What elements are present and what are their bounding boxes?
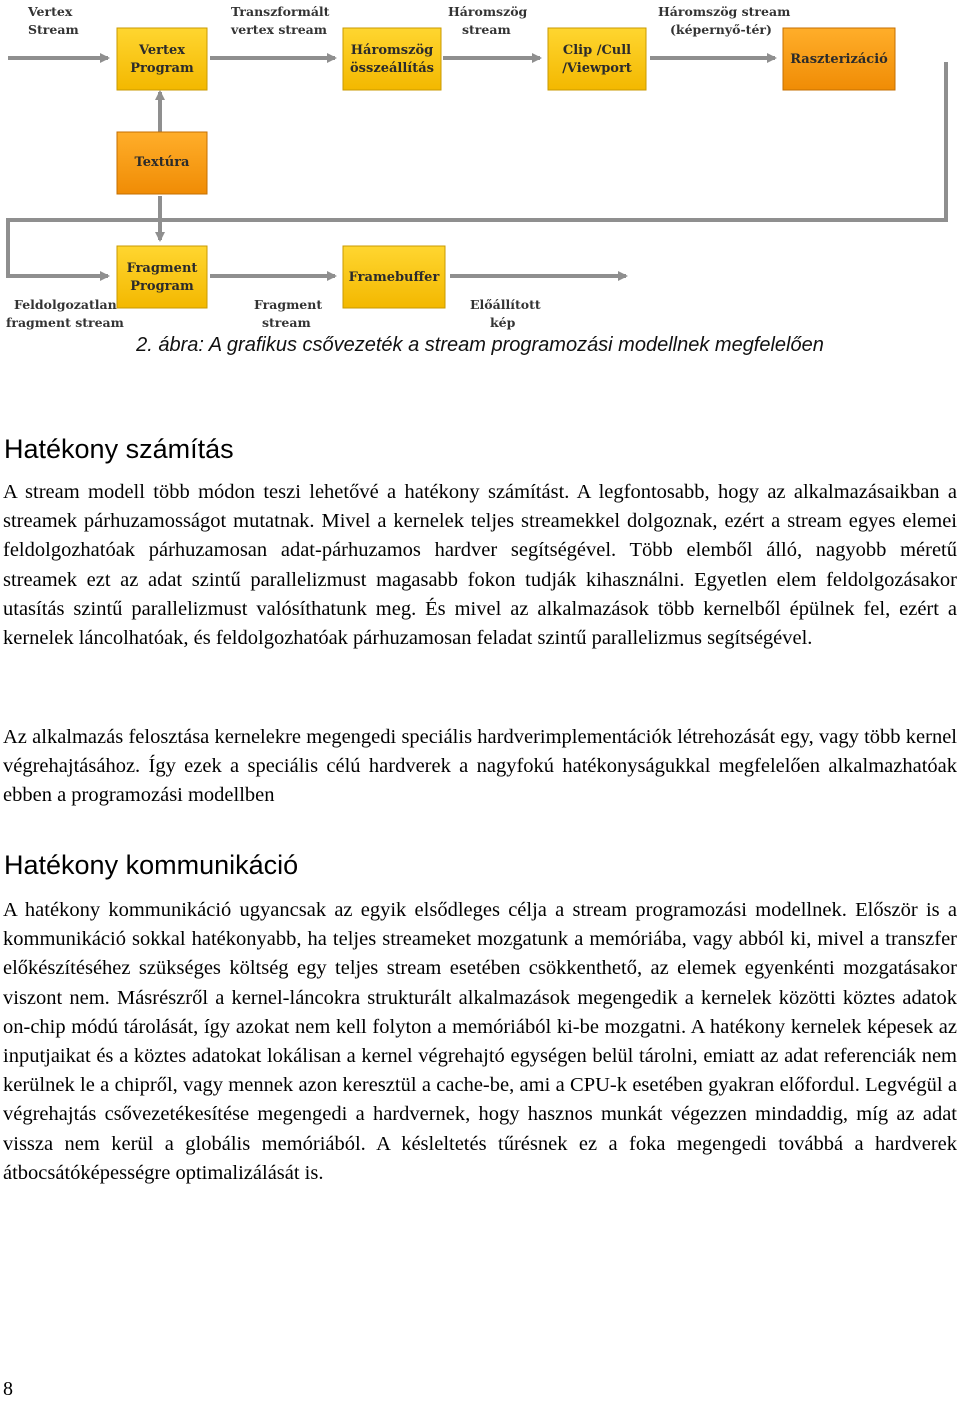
texture-box (117, 132, 207, 194)
label-vertex-stream-1: Vertex (28, 4, 73, 19)
triangle-assembly-label-2: összeállítás (350, 61, 434, 76)
graphics-pipeline-diagram (0, 0, 960, 335)
section-heading-efficient-computation: Hatékony számítás (4, 434, 234, 464)
paragraph-computation-2: Az alkalmazás felosztása kernelekre megengedi speciális hardverimplementációk létrehozását egy, vagy több kernel végrehajtásához. Így ezek a speciális célú hardverek a nagyfokú hatékonyságukkal megfelelően alkalmazhatóak ebben a programozási modellben (3, 726, 957, 807)
framebuffer-box (343, 246, 445, 308)
vertex-program-box (117, 28, 207, 90)
rasterization-box (783, 28, 895, 90)
clip-cull-label-1: Clip /Cull (562, 43, 632, 58)
texture-label: Textúra (134, 155, 190, 170)
framebuffer-label: Framebuffer (348, 270, 440, 285)
paragraph-communication-1: A hatékony kommunikáció ugyancsak az egyik elsődleges célja a stream programozási modellnek. Először is a kommunikáció sokkal hatékonyabb, ha teljes streameket mozgatunk a memóriába, vagy abból ki, mivel a transzfer előkészítéséhez szükséges költség egy teljes stream esetében csökkenthető, az elemek egyenkénti mozgatásakor viszont nem. Másrészről a kernel-láncokra strukturált alkalmazások megengedik a kernelek közötti köztes adatok on-chip módú tárolását, így azokat nem kell folyton a memóriából ki-be mozgatni. A hatékony kernelek képesek az inputjaikat és a köztes adatokat lokálisan a kernel végrehajtó egységen belül tárolni, emiatt az adat referenciák nem kerülnek le a chipről, vagy mennek azon keresztül a cache-be, ami a CPU-k esetében gyakran előfordul. Legvégül a végrehajtás csővezetékesítése megengedi a hardvernek, hogy hasznos munkát végezzen mindaddig, míg az adat vissza nem kerül a globális memóriából. A késleltetés tűrésnek ez a foka megengedi továbbá a hardverek átbocsátóképességre optimalizálását is. (3, 899, 957, 1184)
fragment-program-label-1: Fragment (126, 261, 198, 276)
vertex-program-label-1: Vertex (138, 43, 186, 58)
vertex-program-label-2: Program (130, 61, 194, 76)
rasterization-label: Raszterizáció (790, 52, 888, 67)
label-fragment-stream-1: Fragment (254, 297, 323, 312)
label-generated-image-2: kép (490, 315, 516, 330)
label-triangle-screen-1: Háromszög stream (658, 4, 791, 19)
page-number: 8 (3, 1378, 13, 1400)
label-vertex-stream-2: Stream (28, 22, 79, 37)
label-triangle-stream-1: Háromszög (448, 4, 528, 19)
clip-cull-viewport-box (548, 28, 646, 90)
label-fragment-stream-2: stream (262, 315, 311, 330)
clip-cull-label-2: /Viewport (562, 61, 632, 76)
label-transformed-2: vertex stream (231, 22, 328, 37)
fragment-program-box (117, 246, 207, 308)
label-transformed-1: Transzformált (231, 4, 330, 19)
triangle-assembly-label-1: Háromszög (350, 43, 434, 58)
label-triangle-screen-2: (képernyő-tér) (670, 22, 772, 37)
label-unprocessed-1: Feldolgozatlan (14, 297, 117, 312)
fragment-program-label-2: Program (130, 279, 194, 294)
section-heading-efficient-communication: Hatékony kommunikáció (4, 850, 299, 880)
label-generated-image-1: Előállított (470, 297, 541, 312)
label-unprocessed-2: fragment stream (6, 315, 124, 330)
label-triangle-stream-2: stream (462, 22, 511, 37)
paragraph-computation-1: A stream modell több módon teszi lehetővé a hatékony számítást. A legfontosabb, hogy az alkalmazásaikban a streamek párhuzamosságot mutatnak. Mivel a kernelek teljes streamekkel dolgoznak, ezért a stream egyes elemei feldolgozhatóak párhuzamosan adat-párhuzamos hardver segítségével. Több elemből álló, nagyobb méretű streamek ezt az adat szintű parallelizmust magasabb fokon tudják kihasználni. Egyetlen elem feldolgozásakor utasítás szintű parallelizmust valósíthatunk meg. És mivel az alkalmazások több kernelből épülnek fel, ezért a kernelek láncolhatóak, és feldolgozhatóak párhuzamosan feladat szintű parallelizmus segítségével. (3, 481, 957, 650)
triangle-assembly-box (343, 28, 441, 90)
figure-caption: 2. ábra: A grafikus csővezeték a stream programozási modellnek megfelelően (136, 334, 824, 356)
